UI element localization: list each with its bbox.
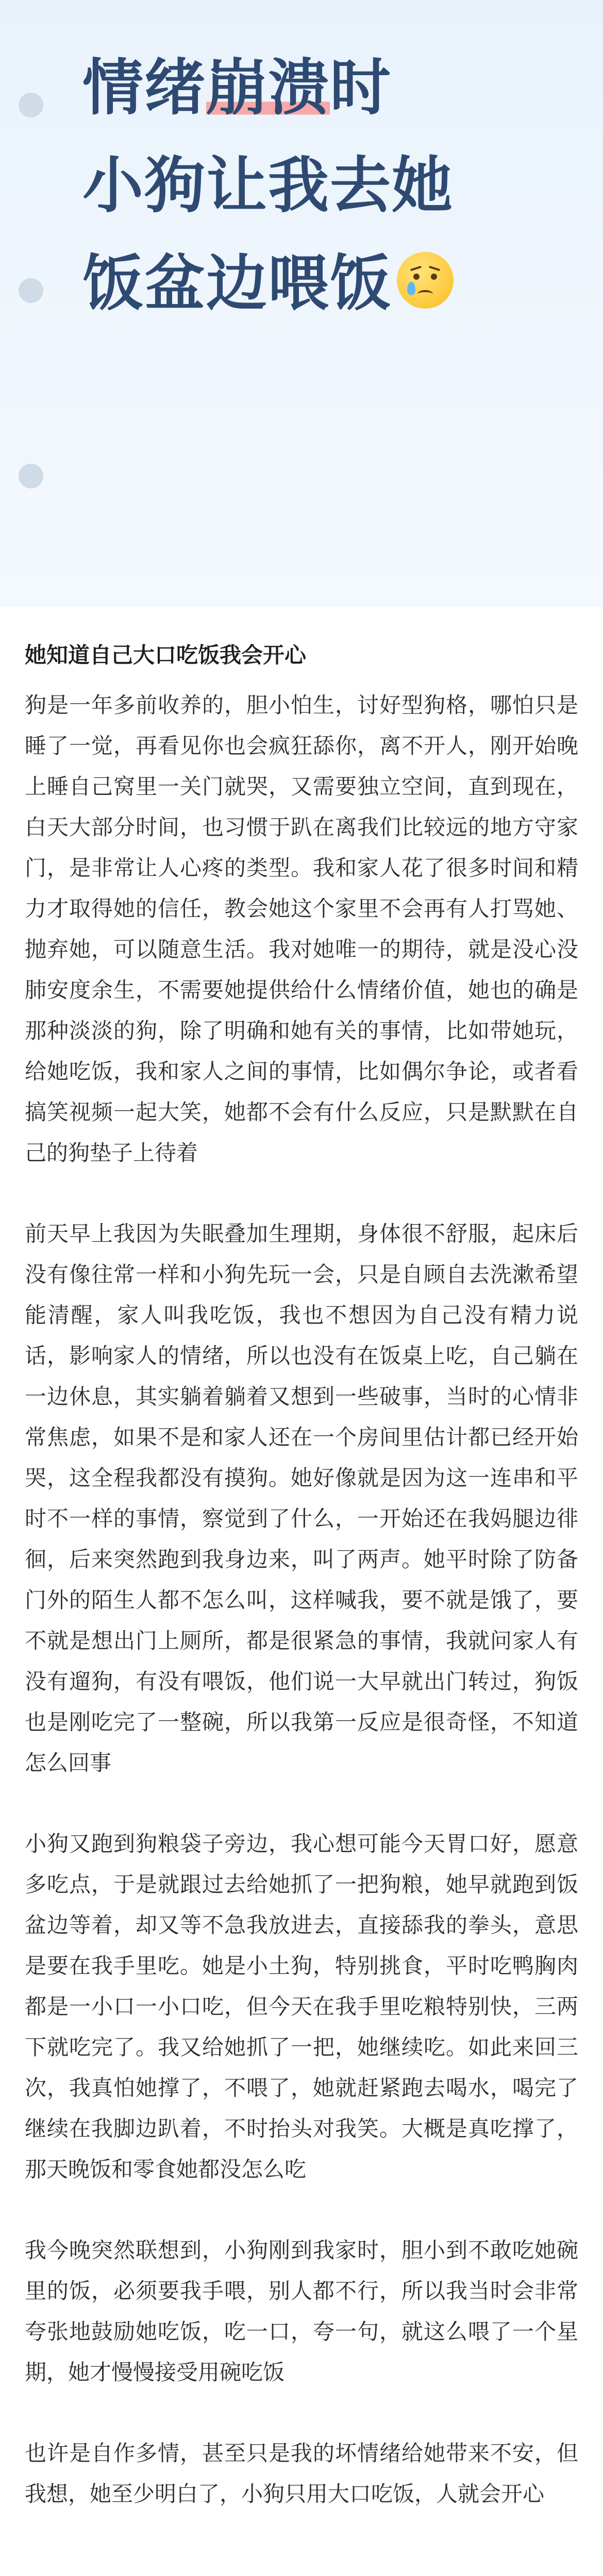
article-paragraph: 狗是一年多前收养的，胆小怕生，讨好型狗格，哪怕只是睡了一觉，再看见你也会疯狂舔你，离不开人，刚开始晚上睡自己窝里一关门就哭，又需要独立空间，直到现在，白天大部分时间，也习惯于趴在离我们比较远的地方守家门，是非常让人心疼的类型。我和家人花了很多时间和精力才取得她的信任，教会她这个家里不会再有人打骂她、抛弃她，可以随意生活。我对她唯一的期待，就是没心没肺安度余生，不需要她提供给什么情绪价值，她也的确是那种淡淡的狗，除了明确和她有关的事情，比如带她玩，给她吃饭，我和家人之间的事情，比如偶尔争论，或者看搞笑视频一起大笑，她都不会有什么反应，只是默默在自己的狗垫子上待着 xyxy=(25,692,578,1166)
article-paragraph: 也许是自作多情，甚至只是我的坏情绪给她带来不安，但我想，她至少明白了，小狗只用大口吃饭，人就会开心 xyxy=(25,2441,578,2507)
article-paragraph: 我今晚突然联想到，小狗刚到我家时，胆小到不敢吃她碗里的饭，必须要我手喂，别人都不行，所以我当时会非常夸张地鼓励她吃饭，吃一口，夸一句，就这么喂了一个星期，她才慢慢接受用碗吃饭 xyxy=(25,2238,578,2385)
article-paragraph: 小狗又跑到狗粮袋子旁边，我心想可能今天胃口好，愿意多吃点，于是就跟过去给她抓了一把狗粮，她早就跑到饭盆边等着，却又等不急我放进去，直接舔我的拳头，意思是要在我手里吃。她是小土狗，特别挑食，平时吃鸭胸肉都是一小口一小口吃，但今天在我手里吃粮特别快，三两下就吃完了。我又给她抓了一把，她继续吃。如此来回三次，我真怕她撑了，不喂了，她就赶紧跑去喝水，喝完了继续在我脚边趴着，不时抬头对我笑。大概是真吃撑了，那天晚饭和零食她都没怎么吃 xyxy=(25,1831,578,2182)
cover-banner xyxy=(0,0,603,607)
decorative-dot xyxy=(19,278,43,303)
decorative-dot xyxy=(19,464,43,488)
cover-title-line-3 xyxy=(82,234,588,332)
title-text: 情绪 xyxy=(82,52,207,123)
cover-title xyxy=(82,39,588,332)
cover-title-line-2: 小狗让我去她 xyxy=(82,150,454,221)
title-highlight: 崩溃 xyxy=(206,52,330,123)
article-paragraph: 前天早上我因为失眠叠加生理期，身体很不舒服，起床后没有像往常一样和小狗先玩一会，只是自顾自去洗漱希望能清醒，家人叫我吃饭，我也不想因为自己没有精力说话，影响家人的情绪，所以也没有在饭桌上吃，自己躺在一边休息，其实躺着躺着又想到一些破事，当时的心情非常焦虑，如果不是和家人还在一个房间里估计都已经开始哭，这全程我都没有摸狗。她好像就是因为这一连串和平时不一样的事情，察觉到了什么，一开始还在我妈腿边徘徊，后来突然跑到我身边来，叫了两声。她平时除了防备门外的陌生人都不怎么叫，这样喊我，要不就是饿了，要不就是想出门上厕所，都是很紧急的事情，我就问家人有没有遛狗，有没有喂饭，他们说一大早就出门转过，狗饭也是刚吃完了一整碗，所以我第一反应是很奇怪，不知道怎么回事 xyxy=(25,1221,578,1776)
title-text: 饭盆边喂饭 xyxy=(82,248,392,319)
decorative-dot xyxy=(19,93,43,117)
crying-face-icon xyxy=(397,252,454,309)
title-text: 时 xyxy=(330,52,392,123)
article-body xyxy=(0,607,603,2514)
cover-title-line-1 xyxy=(82,39,588,137)
article-heading: 她知道自己大口吃饭我会开心 xyxy=(25,642,307,668)
